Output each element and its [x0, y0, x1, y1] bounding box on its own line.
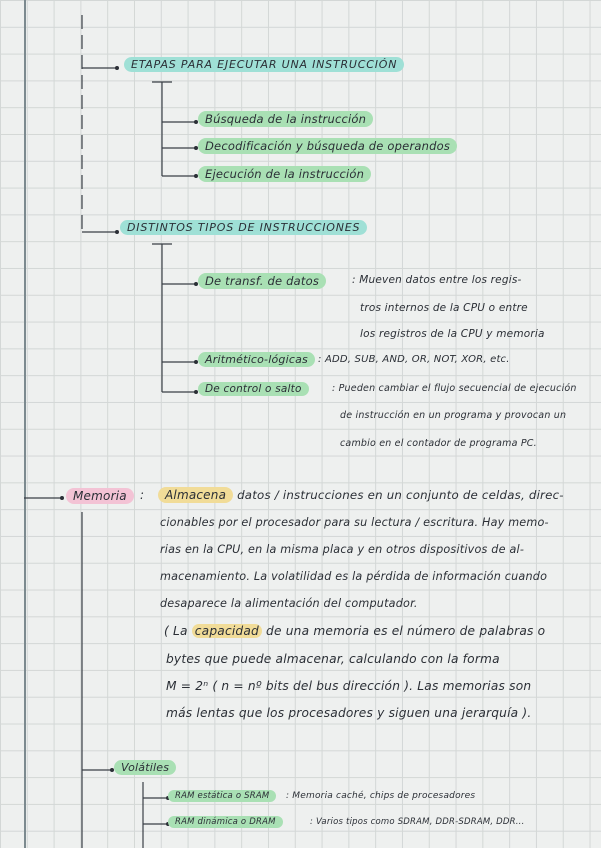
memoria-line-3: rias en la CPU, en la misma placa y en otros dispositivos de al- [160, 543, 525, 556]
tipo-transf-desc-1: : Mueven datos entre los regis- [352, 274, 522, 286]
memoria-line-1: Almacena datos / instrucciones en un conjunto de celdas, direc- [158, 488, 564, 502]
tipo-transf-desc-3: los registros de la CPU y memoria [360, 328, 545, 340]
tipo-control-label: De control o salto [198, 382, 309, 396]
etapa-item-busqueda: Búsqueda de la instrucción [198, 111, 373, 127]
almacena-highlight: Almacena [158, 487, 233, 503]
volatiles-label: Volátiles [114, 760, 176, 775]
capacidad-line-2: bytes que puede almacenar, calculando con la forma [166, 652, 500, 666]
volatil-sram-desc: : Memoria caché, chips de procesadores [286, 791, 476, 801]
volatil-dram-label: RAM dinámica o DRAM [168, 816, 283, 828]
tipo-control-desc-3: cambio en el contador de programa PC. [340, 438, 537, 449]
memoria-line-2: cionables por el procesador para su lectura / escritura. Hay memo- [160, 516, 549, 529]
capacidad-line-4: más lentas que los procesadores y siguen una jerarquía ). [166, 706, 532, 720]
volatil-sram-label: RAM estática o SRAM [168, 790, 276, 802]
capacidad-line-1: ( La capacidad de una memoria es el número de palabras o [164, 624, 546, 638]
tipos-heading: DISTINTOS TIPOS DE INSTRUCCIONES [120, 220, 367, 235]
etapas-heading: ETAPAS PARA EJECUTAR UNA INSTRUCCIÓN [124, 57, 404, 72]
bullet-dot [115, 66, 119, 70]
tipo-transf-label: De transf. de datos [198, 273, 326, 289]
bullet-dot [115, 230, 119, 234]
memoria-colon: : [140, 488, 145, 502]
capacidad-line-3: M = 2ⁿ ( n = nº bits del bus dirección ). Las memorias son [166, 679, 532, 693]
tipo-control-desc-1: : Pueden cambiar el flujo secuencial de ejecución [332, 383, 577, 394]
etapa-item-decodificacion: Decodificación y búsqueda de operandos [198, 138, 457, 154]
memoria-line-5: desaparece la alimentación del computador. [160, 597, 418, 610]
tipo-control-desc-2: de instrucción en un programa y provocan un [340, 410, 567, 421]
memoria-label: Memoria [66, 488, 134, 504]
capacidad-highlight: capacidad [192, 624, 262, 638]
tipo-transf-desc-2: tros internos de la CPU o entre [360, 302, 528, 314]
etapa-item-ejecucion: Ejecución de la instrucción [198, 166, 371, 182]
tipo-arit-desc: : ADD, SUB, AND, OR, NOT, XOR, etc. [318, 354, 510, 365]
volatil-dram-desc: : Varios tipos como SDRAM, DDR-SDRAM, DDR... [310, 817, 525, 827]
tipo-arit-label: Aritmético-lógicas [198, 352, 315, 367]
bullet-dot [60, 496, 64, 500]
memoria-line-4: macenamiento. La volatilidad es la pérdida de información cuando [160, 570, 548, 583]
